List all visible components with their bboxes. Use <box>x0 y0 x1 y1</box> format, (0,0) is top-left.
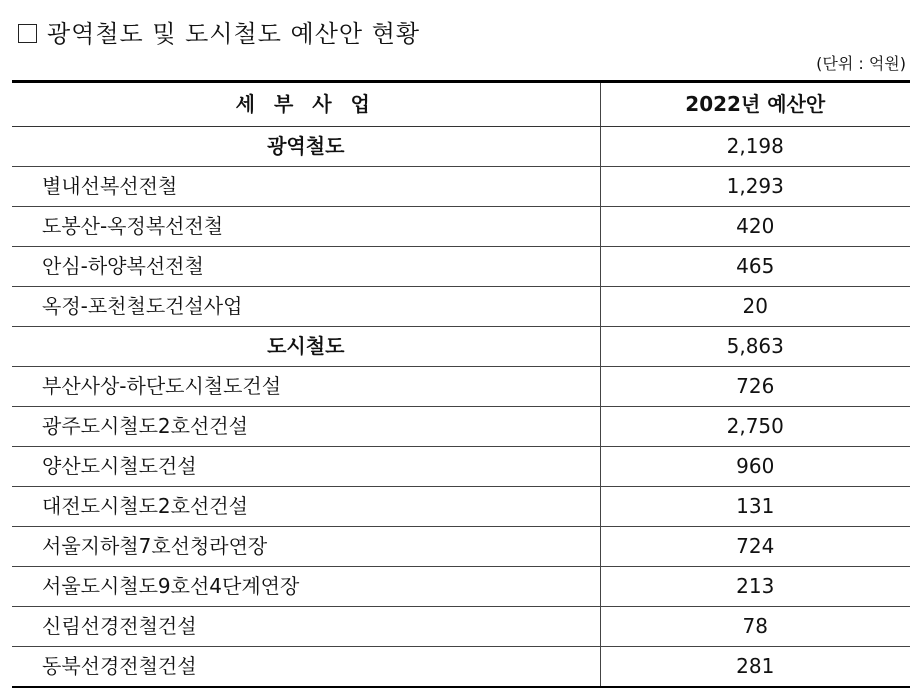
table-row <box>12 407 910 447</box>
budget-table <box>12 80 910 688</box>
table-row <box>12 447 910 487</box>
project-name-cell: 대전도시철도2호선건설 <box>12 487 600 527</box>
budget-value-cell: 465 <box>600 247 910 287</box>
unit-label: (단위 : 억원) <box>816 54 906 73</box>
budget-value-cell: 281 <box>600 647 910 688</box>
budget-value-cell: 5,863 <box>600 327 910 367</box>
table-row <box>12 527 910 567</box>
project-name-cell: 별내선복선전철 <box>12 167 600 207</box>
table-row <box>12 167 910 207</box>
project-name-cell: 동북선경전철건설 <box>12 647 600 688</box>
table-row <box>12 607 910 647</box>
budget-value-cell: 2,750 <box>600 407 910 447</box>
budget-value-cell: 420 <box>600 207 910 247</box>
project-name-cell: 안심-하양복선전철 <box>12 247 600 287</box>
title-text: 광역철도 및 도시철도 예산안 현황 <box>47 20 421 48</box>
table-row <box>12 207 910 247</box>
project-name-cell: 부산사상-하단도시철도건설 <box>12 367 600 407</box>
project-name-cell: 광주도시철도2호선건설 <box>12 407 600 447</box>
budget-value-cell: 213 <box>600 567 910 607</box>
column-header-project: 세 부 사 업 <box>12 82 600 127</box>
column-header-budget: 2022년 예산안 <box>600 82 910 127</box>
project-name-cell: 양산도시철도건설 <box>12 447 600 487</box>
project-name-cell: 서울도시철도9호선4단계연장 <box>12 567 600 607</box>
budget-value-cell: 2,198 <box>600 127 910 167</box>
table-row <box>12 247 910 287</box>
budget-value-cell: 131 <box>600 487 910 527</box>
project-name-cell: 서울지하철7호선청라연장 <box>12 527 600 567</box>
budget-value-cell: 960 <box>600 447 910 487</box>
table-body <box>12 127 910 688</box>
budget-value-cell: 724 <box>600 527 910 567</box>
table-row <box>12 487 910 527</box>
budget-value-cell: 1,293 <box>600 167 910 207</box>
checkbox-square-icon <box>18 24 37 43</box>
table-row <box>12 647 910 688</box>
budget-value-cell: 20 <box>600 287 910 327</box>
project-name-cell: 도봉산-옥정복선전철 <box>12 207 600 247</box>
project-name-cell: 도시철도 <box>12 327 600 367</box>
subtotal-row <box>12 127 910 167</box>
document-title <box>18 14 420 49</box>
project-name-cell: 신림선경전철건설 <box>12 607 600 647</box>
project-name-cell: 옥정-포천철도건설사업 <box>12 287 600 327</box>
budget-value-cell: 726 <box>600 367 910 407</box>
table-row <box>12 367 910 407</box>
subtotal-row <box>12 327 910 367</box>
budget-value-cell: 78 <box>600 607 910 647</box>
project-name-cell: 광역철도 <box>12 127 600 167</box>
table-row <box>12 287 910 327</box>
table-row <box>12 567 910 607</box>
table-header-row <box>12 82 910 127</box>
